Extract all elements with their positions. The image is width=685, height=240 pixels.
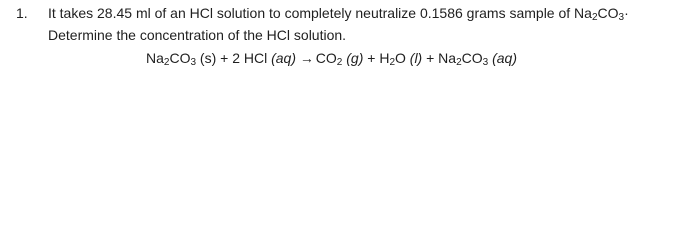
question-text-part: CO [597, 5, 619, 21]
subscript: 2 [336, 57, 343, 68]
product-h2o [363, 50, 422, 66]
formula-part: CO [169, 50, 191, 66]
question-text-part: · [624, 5, 629, 21]
subscript: 2 [591, 12, 598, 23]
subscript: 3 [618, 12, 625, 23]
subscript: 2 [389, 57, 395, 68]
formula-part: + Na [422, 50, 457, 66]
state-label: (aq) [271, 50, 297, 66]
state-label: (aq) [488, 50, 517, 66]
state-label: (s) [196, 50, 217, 66]
question-text-line-1 [48, 5, 629, 23]
reactant-hcl: + 2 HCl [216, 50, 272, 66]
formula-part: + H [363, 50, 390, 66]
product-co2 [316, 50, 364, 66]
question-text-line-2 [48, 28, 346, 42]
question-number: 1. [16, 5, 28, 21]
subscript: 2 [163, 57, 170, 68]
state-label: (l) [409, 50, 423, 66]
question-block [14, 0, 679, 97]
question-text-part: It takes 28.45 ml of an HCl solution to completely neutralize 0.1586 grams sample of Na [48, 5, 592, 21]
product-na2co3 [422, 50, 517, 66]
reaction-arrow-icon: → [299, 50, 314, 66]
subscript: 2 [456, 57, 462, 68]
chemical-equation [146, 50, 517, 68]
formula-part: CO [461, 50, 483, 66]
reactant-na2co3 [146, 50, 216, 66]
formula-part: CO [315, 50, 337, 66]
question-text-part: Determine the concentration of the HCl solution. [48, 27, 347, 43]
state-label: (g) [342, 50, 364, 66]
formula-part: O [395, 50, 410, 66]
subscript: 3 [482, 57, 489, 68]
formula-part: Na [146, 50, 164, 66]
subscript: 3 [190, 57, 197, 68]
